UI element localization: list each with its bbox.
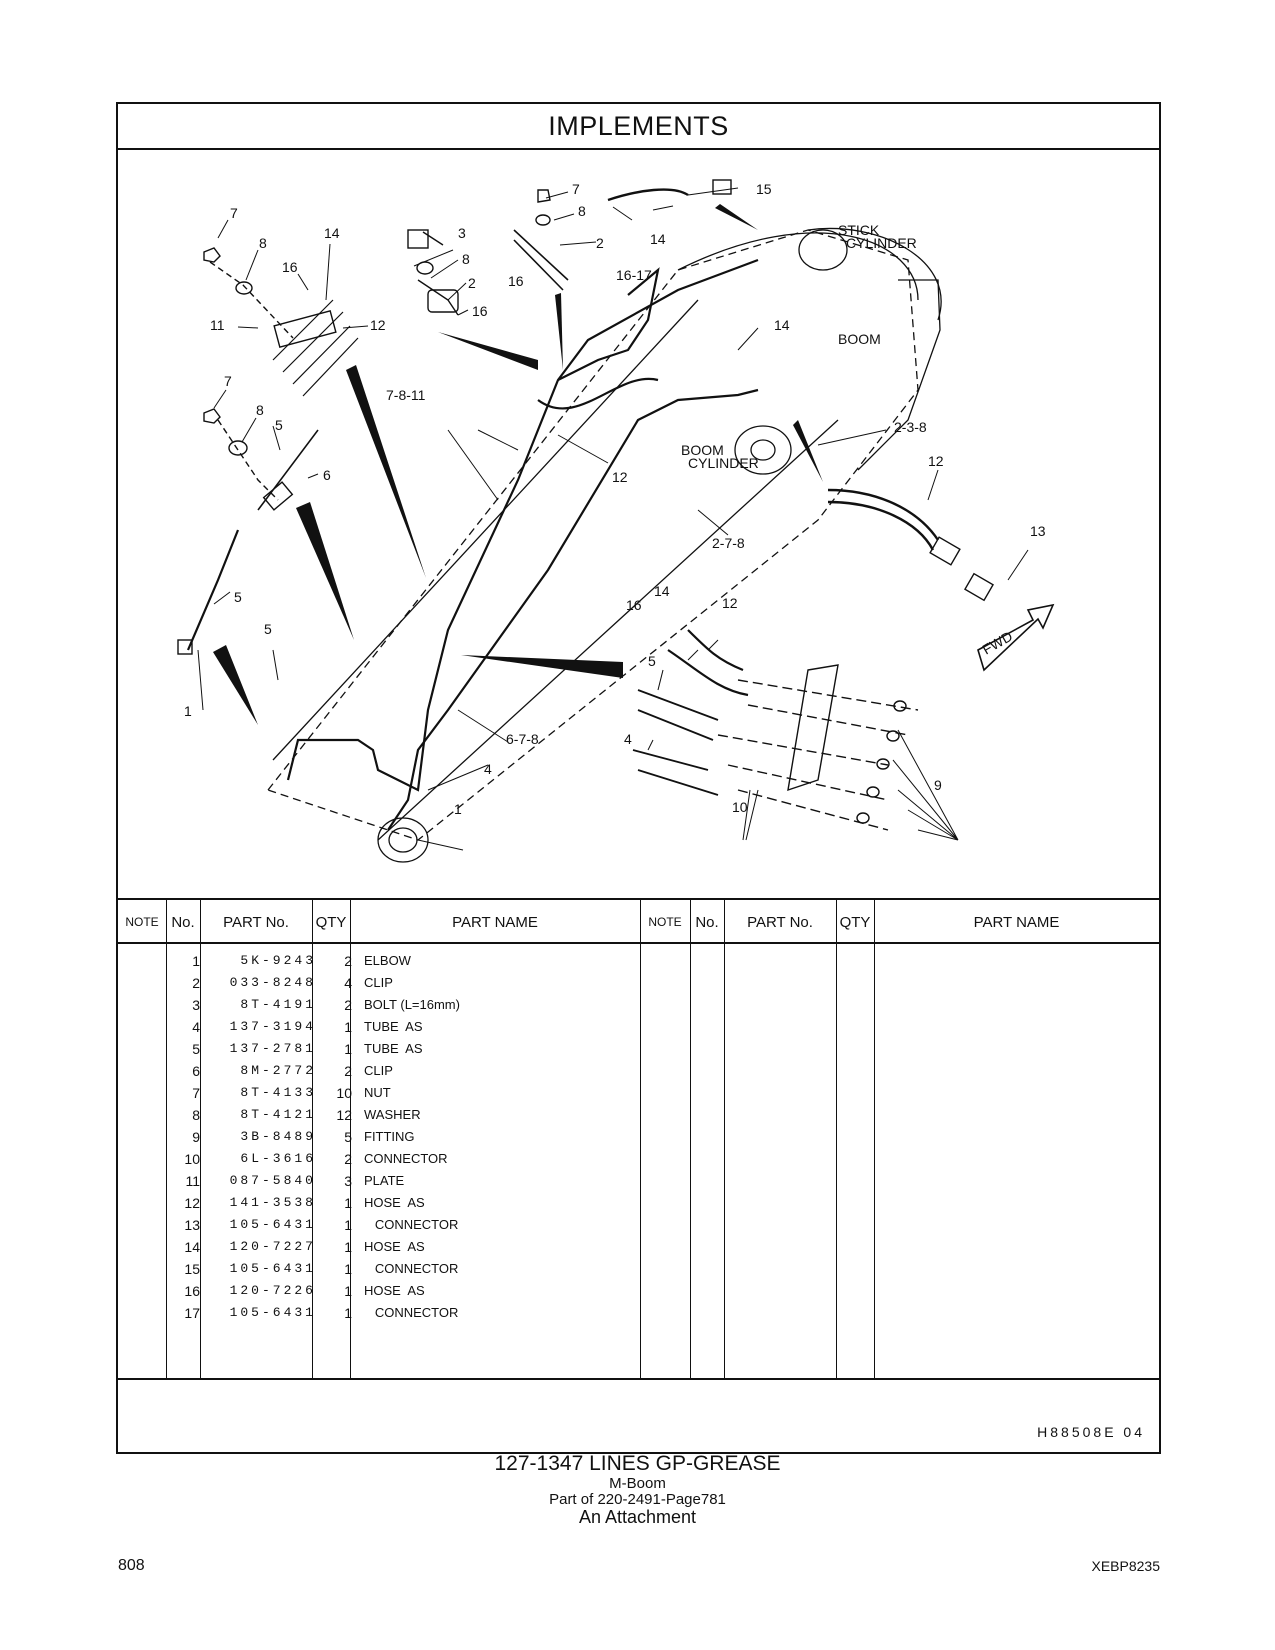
- illustration-code-strip: [118, 1378, 1159, 1452]
- header-qty-right: QTY: [839, 913, 871, 931]
- label-stick-cylinder-1: STICK: [838, 222, 880, 238]
- callout-16c: 16: [508, 273, 524, 289]
- callout-9: 9: [934, 777, 942, 793]
- table-row: 16 120-7226 1 HOSE AS: [184, 1283, 425, 1299]
- callout-14d: 14: [654, 583, 670, 599]
- header-part-no-right: PART No.: [747, 913, 813, 931]
- caption-group-title: 127-1347 LINES GP-GREASE: [494, 1452, 781, 1475]
- table-row: 1 5K-9243 2 ELBOW: [192, 953, 411, 969]
- label-7-8-11: 7-8-11: [386, 387, 426, 403]
- callout-1: 1: [184, 703, 192, 719]
- table-rows: [118, 950, 640, 1324]
- label-boom: BOOM: [838, 331, 881, 347]
- table-header-right: [640, 900, 1159, 944]
- callout-16d: 16: [626, 597, 642, 613]
- label-6-7-8: 6-7-8: [506, 731, 539, 747]
- exploded-parts-diagram: [118, 150, 1159, 898]
- callout-2: 2: [468, 275, 476, 291]
- callout-7c: 7: [572, 181, 580, 197]
- label-2-7-8: 2-7-8: [712, 535, 745, 551]
- callout-10: 10: [732, 799, 748, 815]
- header-note: NOTE: [125, 915, 159, 929]
- label-2-3-8: 2-3-8: [894, 419, 927, 435]
- illustration-code: H88508E 04: [1037, 1424, 1145, 1440]
- header-part-no: PART No.: [223, 913, 289, 931]
- callout-12: 12: [370, 317, 386, 333]
- callout-12b: 12: [612, 469, 628, 485]
- table-row: 13 105-6431 1 CONNECTOR: [184, 1217, 459, 1233]
- callout-5: 5: [275, 417, 283, 433]
- table-row: 9 3B-8489 5 FITTING: [192, 1129, 415, 1145]
- header-no-right: No.: [695, 913, 719, 931]
- parts-table: [118, 898, 1159, 1378]
- callout-14c: 14: [774, 317, 790, 333]
- callout-11: 11: [210, 317, 225, 333]
- header-part-name: PART NAME: [452, 913, 538, 931]
- label-fwd: FWD: [979, 627, 1016, 658]
- table-row: 8 8T-4121 12 WASHER: [192, 1107, 421, 1123]
- callout-5d: 5: [648, 653, 656, 669]
- table-row: 5 137-2781 1 TUBE AS: [192, 1041, 423, 1057]
- table-row: 14 120-7227 1 HOSE AS: [184, 1239, 425, 1255]
- callout-12c: 12: [928, 453, 944, 469]
- table-row: 10 6L-3616 2 CONNECTOR: [184, 1151, 448, 1167]
- caption-subtitle: M-Boom: [609, 1475, 666, 1492]
- table-row: 7 8T-4133 10 NUT: [192, 1085, 391, 1101]
- callout-14b: 14: [650, 231, 666, 247]
- page-number: 808: [118, 1557, 145, 1574]
- table-row: 4 137-3194 1 TUBE AS: [192, 1019, 423, 1035]
- callout-5b: 5: [234, 589, 242, 605]
- callout-4: 4: [624, 731, 632, 747]
- parts-table-left: [118, 900, 640, 1378]
- label-16-17: 16-17: [616, 267, 652, 283]
- table-row: 6 8M-2772 2 CLIP: [192, 1063, 393, 1079]
- callout-7: 7: [230, 205, 238, 221]
- header-qty: QTY: [315, 913, 347, 931]
- callout-8c: 8: [462, 251, 470, 267]
- caption-part-of: Part of 220-2491-Page781: [549, 1491, 726, 1508]
- table-row: 3 8T-4191 2 BOLT (L=16mm): [192, 997, 460, 1013]
- table-row: 11 087-5840 3 PLATE: [185, 1173, 405, 1189]
- callout-6: 6: [323, 467, 331, 483]
- table-row: 17 105-6431 1 CONNECTOR: [184, 1305, 459, 1321]
- label-stick-cylinder-2: CYLINDER: [846, 235, 917, 251]
- document-code: XEBP8235: [1091, 1558, 1160, 1574]
- label-boom-cylinder-1: BOOM: [681, 442, 724, 458]
- callout-12d: 12: [722, 595, 738, 611]
- callout-5c: 5: [264, 621, 272, 637]
- callout-7b: 7: [224, 373, 232, 389]
- callout-1b: 1: [454, 801, 462, 817]
- page-title: IMPLEMENTS: [118, 104, 1159, 150]
- table-row: 15 105-6431 1 CONNECTOR: [184, 1261, 459, 1277]
- header-part-name-right: PART NAME: [973, 913, 1060, 931]
- page-caption: [0, 1452, 1275, 1526]
- table-row: 2 033-8248 4 CLIP: [192, 975, 393, 991]
- label-boom-cylinder-2: CYLINDER: [688, 455, 759, 471]
- callout-16: 16: [282, 259, 298, 275]
- table-row: 12 141-3538 1 HOSE AS: [184, 1195, 425, 1211]
- callout-16b: 16: [472, 303, 488, 319]
- parts-page-frame: [116, 102, 1161, 1454]
- callout-8: 8: [259, 235, 267, 251]
- callout-8b: 8: [256, 402, 264, 418]
- callout-15: 15: [756, 181, 772, 197]
- callout-numbers: [184, 181, 1046, 817]
- callout-3: 3: [458, 225, 466, 241]
- callout-13: 13: [1030, 523, 1046, 539]
- callout-8d: 8: [578, 203, 586, 219]
- header-note-right: NOTE: [648, 915, 682, 929]
- header-no: No.: [171, 913, 195, 931]
- callout-14: 14: [324, 225, 340, 241]
- parts-table-right: [640, 900, 1159, 1378]
- callout-2b: 2: [596, 235, 604, 251]
- table-header: [118, 900, 640, 944]
- callout-4b: 4: [484, 761, 492, 777]
- caption-attachment: An Attachment: [578, 1507, 697, 1527]
